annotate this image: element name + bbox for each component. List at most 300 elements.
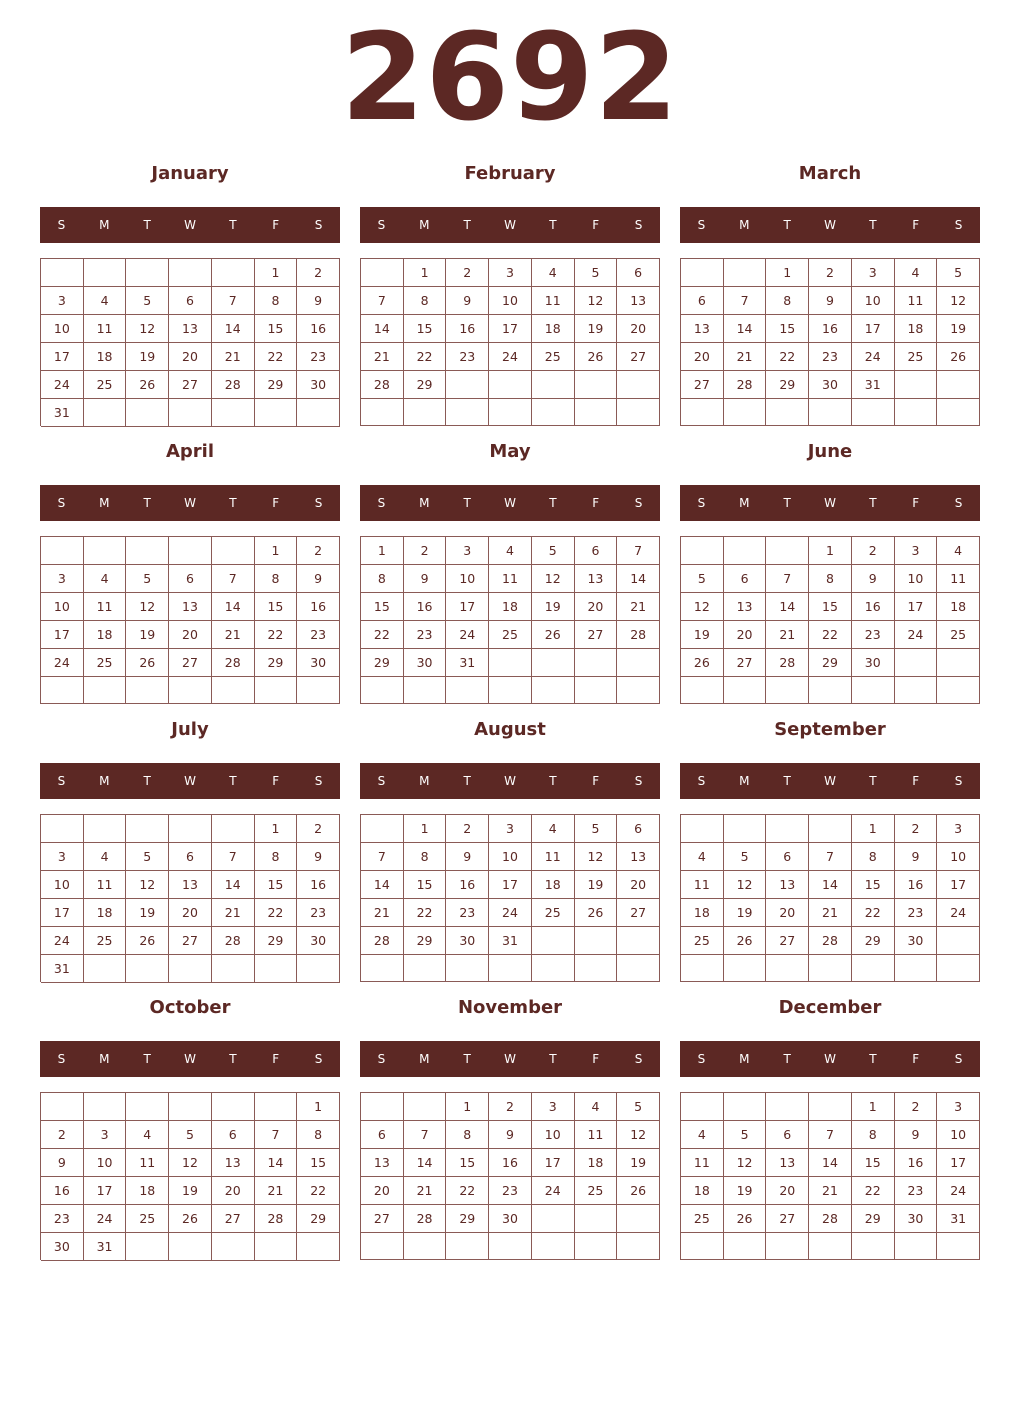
weekday-label: F [272,774,280,788]
day-cell: 15 [255,871,298,899]
weekday-label: T [783,496,791,510]
day-cell: 29 [809,649,852,677]
day-cell: 8 [446,1121,489,1149]
empty-day-cell [297,677,340,704]
day-cell: 5 [724,1121,767,1149]
day-cell: 15 [446,1149,489,1177]
day-cell: 18 [937,593,980,621]
day-cell: 3 [532,1093,575,1121]
empty-day-cell [297,955,340,983]
day-cell: 28 [212,371,255,399]
weekday-label: S [377,774,386,788]
day-cell: 22 [766,343,809,371]
day-cell: 21 [361,343,404,371]
empty-day-cell [766,677,809,704]
day-cell: 7 [724,287,767,315]
day-cell: 12 [724,871,767,899]
day-cell: 24 [489,343,532,371]
day-cell: 24 [937,899,980,927]
day-cell: 11 [681,871,724,899]
empty-day-cell [489,1233,532,1260]
day-cell: 21 [809,899,852,927]
day-cell: 10 [937,1121,980,1149]
weekday-header [680,485,980,521]
day-cell: 31 [852,371,895,399]
day-cell: 8 [852,843,895,871]
empty-day-cell [895,677,938,704]
empty-day-cell [681,955,724,982]
day-cell: 10 [895,565,938,593]
day-cell: 12 [126,315,169,343]
day-cell: 17 [852,315,895,343]
day-grid [40,536,340,704]
empty-day-cell [126,399,169,427]
day-cell: 3 [84,1121,127,1149]
day-cell: 6 [681,287,724,315]
day-cell: 5 [575,815,618,843]
day-cell: 13 [617,843,660,871]
day-cell: 17 [937,1149,980,1177]
day-cell: 11 [84,593,127,621]
empty-day-cell [532,649,575,677]
day-cell: 9 [446,843,489,871]
day-cell: 22 [255,343,298,371]
day-cell: 30 [297,927,340,955]
day-cell: 6 [766,843,809,871]
day-cell: 1 [255,259,298,287]
weekday-label: T [549,496,557,510]
day-cell: 17 [446,593,489,621]
day-cell: 19 [575,315,618,343]
weekday-header [360,763,660,799]
empty-day-cell [809,1233,852,1260]
weekday-label: T [869,496,877,510]
weekday-label: W [184,774,196,788]
day-cell: 11 [126,1149,169,1177]
day-cell: 4 [126,1121,169,1149]
day-cell: 17 [937,871,980,899]
day-cell: 27 [575,621,618,649]
day-cell: 19 [575,871,618,899]
day-cell: 12 [575,287,618,315]
weekday-label: M [99,218,110,232]
weekday-header [40,763,340,799]
day-cell: 31 [84,1233,127,1261]
day-cell: 29 [255,927,298,955]
day-cell: 11 [681,1149,724,1177]
day-cell: 9 [404,565,447,593]
day-cell: 9 [852,565,895,593]
day-cell: 2 [446,259,489,287]
day-cell: 17 [489,871,532,899]
weekday-label: W [504,496,516,510]
day-cell: 11 [575,1121,618,1149]
day-cell: 24 [489,899,532,927]
month-name: July [171,719,209,740]
day-cell: 19 [532,593,575,621]
day-cell: 8 [255,287,298,315]
empty-day-cell [681,677,724,704]
day-cell: 26 [169,1205,212,1233]
day-cell: 26 [126,649,169,677]
day-cell: 22 [255,899,298,927]
empty-day-cell [255,1233,298,1261]
day-cell: 23 [895,899,938,927]
weekday-label: S [697,218,706,232]
day-cell: 25 [895,343,938,371]
day-cell: 10 [41,871,84,899]
day-cell: 21 [255,1177,298,1205]
month-name: August [474,719,546,740]
weekday-label: T [869,218,877,232]
day-cell: 31 [41,399,84,427]
empty-day-cell [404,677,447,704]
empty-day-cell [126,955,169,983]
day-cell: 25 [489,621,532,649]
day-cell: 1 [446,1093,489,1121]
day-cell: 2 [446,815,489,843]
weekday-label: T [463,1052,471,1066]
day-cell: 27 [169,371,212,399]
day-cell: 10 [852,287,895,315]
empty-day-cell [766,399,809,426]
day-cell: 14 [809,1149,852,1177]
day-cell: 22 [852,1177,895,1205]
day-cell: 22 [297,1177,340,1205]
day-cell: 22 [852,899,895,927]
day-cell: 29 [255,649,298,677]
day-cell: 20 [766,899,809,927]
empty-day-cell [446,955,489,982]
empty-day-cell [126,1093,169,1121]
month-name: September [774,719,886,740]
day-cell: 8 [297,1121,340,1149]
day-cell: 9 [809,287,852,315]
empty-day-cell [169,677,212,704]
empty-day-cell [84,399,127,427]
day-cell: 3 [489,259,532,287]
empty-day-cell [617,399,660,426]
day-cell: 26 [575,899,618,927]
weekday-label: T [549,1052,557,1066]
empty-day-cell [852,677,895,704]
day-cell: 22 [361,621,404,649]
weekday-label: S [634,774,643,788]
day-cell: 16 [489,1149,532,1177]
day-cell: 25 [681,1205,724,1233]
day-cell: 27 [681,371,724,399]
day-cell: 30 [404,649,447,677]
day-cell: 2 [41,1121,84,1149]
empty-day-cell [681,537,724,565]
weekday-label: W [504,218,516,232]
day-cell: 4 [84,287,127,315]
day-cell: 20 [212,1177,255,1205]
day-cell: 25 [84,371,127,399]
day-cell: 28 [404,1205,447,1233]
day-grid [360,258,660,426]
day-cell: 18 [532,315,575,343]
day-cell: 10 [489,843,532,871]
day-cell: 6 [361,1121,404,1149]
day-cell: 15 [361,593,404,621]
empty-day-cell [126,259,169,287]
day-cell: 12 [169,1149,212,1177]
empty-day-cell [681,815,724,843]
empty-day-cell [937,649,980,677]
empty-day-cell [617,677,660,704]
day-cell: 20 [361,1177,404,1205]
empty-day-cell [532,1233,575,1260]
day-cell: 16 [895,871,938,899]
weekday-header [40,485,340,521]
empty-day-cell [489,677,532,704]
day-cell: 1 [852,815,895,843]
empty-day-cell [617,371,660,399]
month-name: November [457,997,563,1018]
empty-day-cell [489,955,532,982]
weekday-label: F [272,1052,280,1066]
weekday-label: S [314,496,323,510]
day-cell: 20 [724,621,767,649]
day-cell: 11 [895,287,938,315]
empty-day-cell [84,955,127,983]
day-cell: 11 [489,565,532,593]
empty-day-cell [809,955,852,982]
day-cell: 3 [895,537,938,565]
empty-day-cell [489,371,532,399]
empty-day-cell [937,677,980,704]
day-cell: 16 [809,315,852,343]
day-cell: 7 [212,565,255,593]
empty-day-cell [575,649,618,677]
empty-day-cell [724,955,767,982]
day-grid [40,814,340,982]
empty-day-cell [681,1093,724,1121]
day-cell: 29 [404,927,447,955]
empty-day-cell [575,677,618,704]
day-cell: 5 [575,259,618,287]
weekday-label: S [57,218,66,232]
empty-day-cell [126,815,169,843]
empty-day-cell [937,955,980,982]
day-cell: 6 [575,537,618,565]
day-cell: 21 [212,343,255,371]
day-cell: 24 [41,927,84,955]
day-cell: 29 [852,927,895,955]
day-cell: 17 [41,621,84,649]
weekday-label: T [143,218,151,232]
day-cell: 24 [84,1205,127,1233]
day-cell: 20 [617,871,660,899]
day-cell: 13 [169,593,212,621]
day-cell: 5 [724,843,767,871]
weekday-label: M [739,218,750,232]
weekday-label: M [419,1052,430,1066]
day-cell: 13 [361,1149,404,1177]
day-cell: 15 [404,871,447,899]
empty-day-cell [532,955,575,982]
day-cell: 16 [297,315,340,343]
day-grid [680,1092,980,1260]
weekday-label: S [377,496,386,510]
day-cell: 18 [681,1177,724,1205]
day-cell: 10 [937,843,980,871]
empty-day-cell [255,677,298,704]
day-cell: 28 [212,649,255,677]
day-cell: 28 [361,371,404,399]
empty-day-cell [361,259,404,287]
day-cell: 30 [297,649,340,677]
empty-day-cell [212,259,255,287]
day-cell: 26 [724,927,767,955]
empty-day-cell [852,1233,895,1260]
day-cell: 21 [809,1177,852,1205]
weekday-label: S [697,774,706,788]
weekday-label: S [57,774,66,788]
empty-day-cell [895,371,938,399]
empty-day-cell [404,1233,447,1260]
weekday-label: T [463,774,471,788]
day-cell: 8 [852,1121,895,1149]
day-grid [360,814,660,982]
day-cell: 26 [575,343,618,371]
empty-day-cell [852,399,895,426]
empty-day-cell [446,1233,489,1260]
day-cell: 27 [169,649,212,677]
day-cell: 19 [724,899,767,927]
day-cell: 18 [681,899,724,927]
empty-day-cell [361,815,404,843]
weekday-label: S [57,1052,66,1066]
day-cell: 12 [575,843,618,871]
day-cell: 6 [617,259,660,287]
day-cell: 23 [895,1177,938,1205]
empty-day-cell [446,399,489,426]
day-cell: 28 [212,927,255,955]
day-cell: 2 [297,259,340,287]
day-cell: 26 [681,649,724,677]
day-cell: 2 [404,537,447,565]
weekday-label: S [954,1052,963,1066]
weekday-label: T [549,218,557,232]
day-cell: 14 [212,871,255,899]
day-cell: 22 [404,899,447,927]
day-cell: 7 [617,537,660,565]
day-cell: 14 [724,315,767,343]
day-cell: 4 [84,565,127,593]
weekday-label: F [912,1052,920,1066]
day-cell: 7 [809,1121,852,1149]
day-cell: 10 [84,1149,127,1177]
day-grid [360,1092,660,1260]
day-cell: 4 [489,537,532,565]
day-cell: 3 [852,259,895,287]
day-cell: 17 [41,899,84,927]
day-cell: 20 [169,899,212,927]
day-cell: 15 [852,1149,895,1177]
weekday-label: F [592,218,600,232]
day-cell: 25 [575,1177,618,1205]
empty-day-cell [766,815,809,843]
day-cell: 27 [724,649,767,677]
empty-day-cell [41,259,84,287]
month-name: December [778,997,882,1018]
day-cell: 27 [361,1205,404,1233]
day-cell: 6 [169,565,212,593]
weekday-label: T [143,1052,151,1066]
day-cell: 28 [617,621,660,649]
day-cell: 9 [297,287,340,315]
day-grid [40,258,340,426]
day-cell: 15 [255,315,298,343]
day-cell: 30 [809,371,852,399]
day-cell: 8 [361,565,404,593]
day-cell: 13 [212,1149,255,1177]
weekday-label: M [739,496,750,510]
empty-day-cell [404,955,447,982]
weekday-header [680,207,980,243]
day-cell: 18 [84,899,127,927]
day-cell: 4 [895,259,938,287]
empty-day-cell [724,537,767,565]
day-cell: 22 [446,1177,489,1205]
day-cell: 23 [41,1205,84,1233]
day-cell: 13 [169,315,212,343]
weekday-label: T [869,774,877,788]
day-cell: 26 [724,1205,767,1233]
weekday-label: T [869,1052,877,1066]
day-cell: 4 [937,537,980,565]
day-grid [680,814,980,982]
day-cell: 14 [809,871,852,899]
day-cell: 6 [766,1121,809,1149]
empty-day-cell [169,1093,212,1121]
day-cell: 1 [809,537,852,565]
day-cell: 19 [617,1149,660,1177]
day-cell: 24 [532,1177,575,1205]
empty-day-cell [169,1233,212,1261]
weekday-label: T [229,1052,237,1066]
day-cell: 6 [617,815,660,843]
calendar-year-title: 2692 [341,9,679,148]
empty-day-cell [617,927,660,955]
day-cell: 20 [766,1177,809,1205]
day-cell: 19 [681,621,724,649]
empty-day-cell [575,371,618,399]
day-cell: 28 [809,927,852,955]
day-cell: 14 [766,593,809,621]
day-cell: 27 [617,343,660,371]
day-cell: 2 [489,1093,532,1121]
day-cell: 23 [297,343,340,371]
day-cell: 1 [766,259,809,287]
day-cell: 22 [404,343,447,371]
day-cell: 2 [297,815,340,843]
empty-day-cell [404,1093,447,1121]
day-cell: 10 [41,315,84,343]
day-cell: 8 [404,287,447,315]
day-cell: 25 [937,621,980,649]
day-cell: 19 [169,1177,212,1205]
weekday-label: S [314,218,323,232]
day-cell: 4 [575,1093,618,1121]
day-cell: 28 [766,649,809,677]
day-cell: 30 [297,371,340,399]
day-cell: 13 [724,593,767,621]
day-cell: 1 [852,1093,895,1121]
weekday-header [360,207,660,243]
